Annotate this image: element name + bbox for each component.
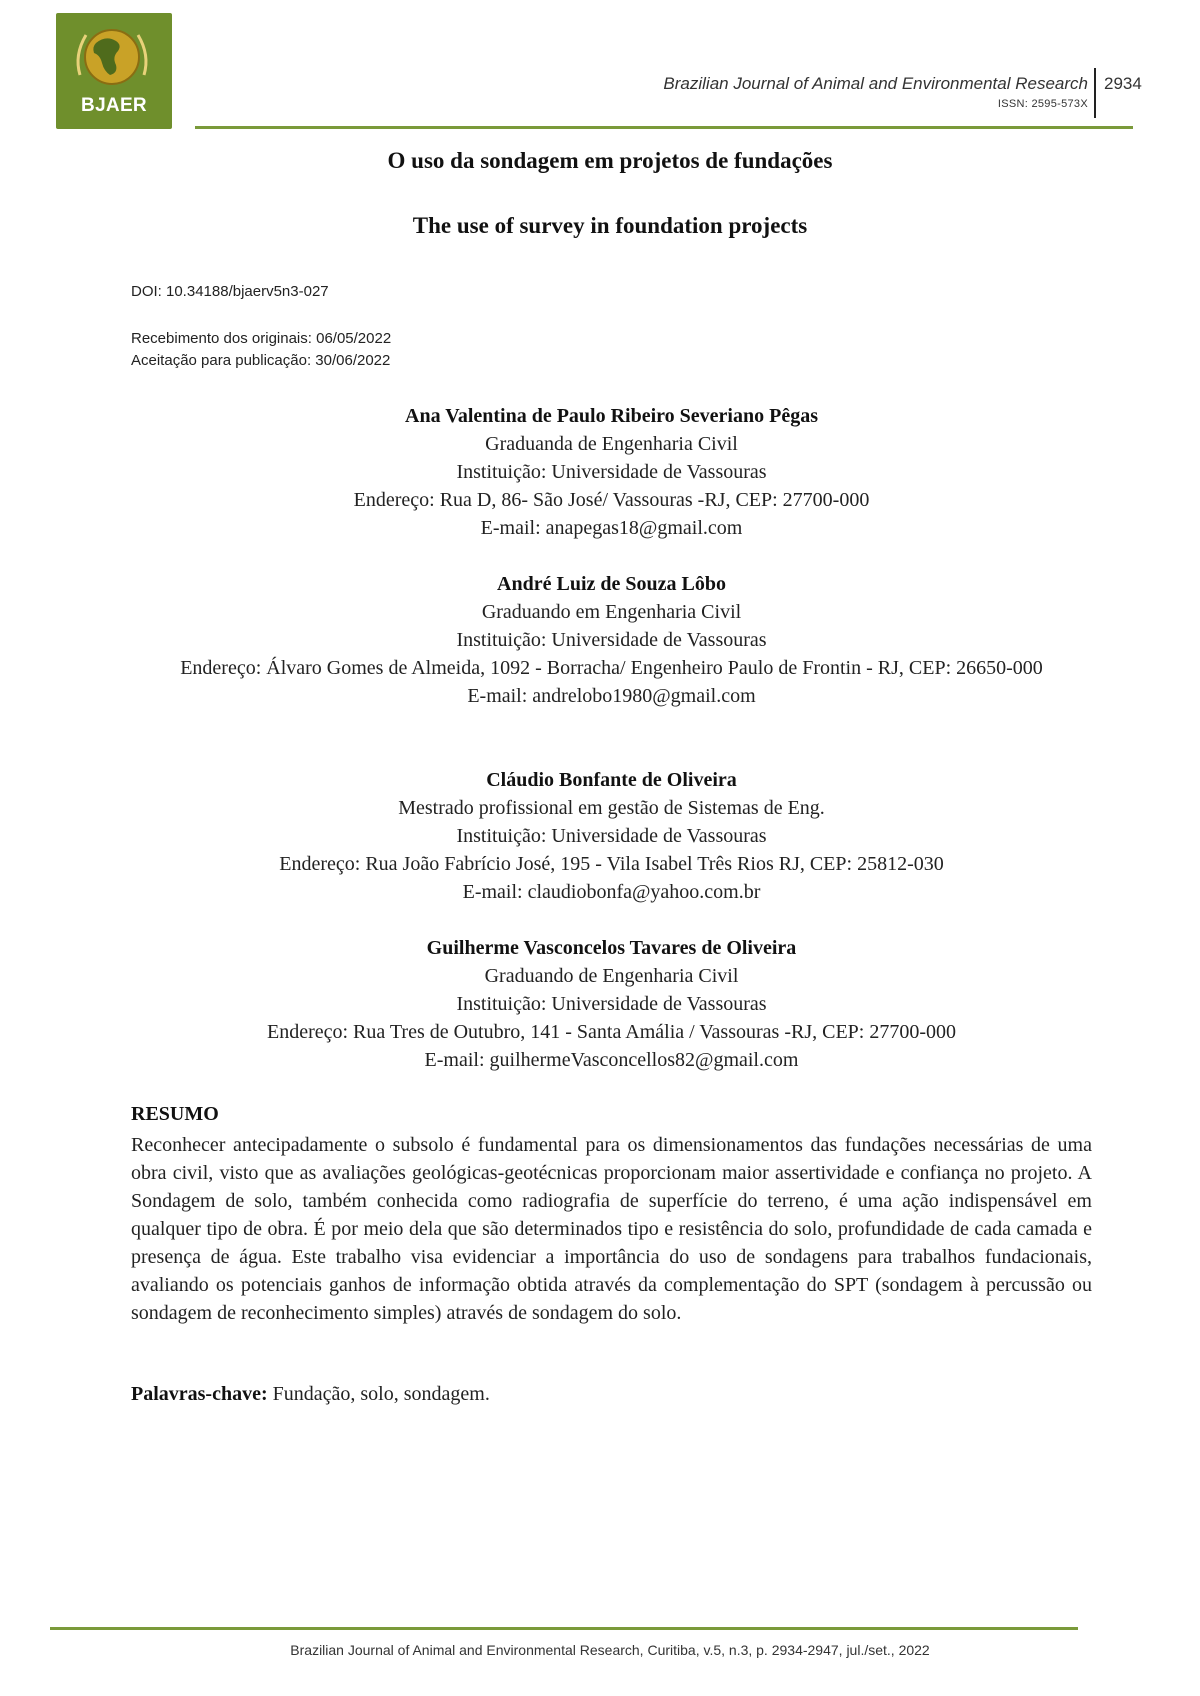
journal-name: Brazilian Journal of Animal and Environmental Research: [663, 74, 1088, 93]
author-block: [131, 934, 1092, 1074]
logo-text: BJAER: [81, 95, 147, 116]
received-date: Recebimento dos originais: 06/05/2022: [131, 330, 392, 347]
author-institution: Instituição: Universidade de Vassouras: [456, 993, 767, 1015]
author-name: André Luiz de Souza Lôbo: [497, 573, 726, 595]
journal-logo: [56, 13, 172, 129]
author-address: Endereço: Rua João Fabrício José, 195 - Vila Isabel Três Rios RJ, CEP: 25812-030: [279, 853, 944, 875]
author-name: Guilherme Vasconcelos Tavares de Oliveira: [426, 937, 797, 959]
author-email: E-mail: anapegas18@gmail.com: [480, 517, 743, 539]
title-portuguese: O uso da sondagem em projetos de fundações: [387, 148, 833, 173]
author-degree: Graduanda de Engenharia Civil: [485, 433, 738, 455]
author-email: E-mail: claudiobonfa@yahoo.com.br: [462, 881, 761, 903]
author-address: Endereço: Rua D, 86- São José/ Vassouras -RJ, CEP: 27700-000: [353, 489, 870, 511]
author-block: [131, 570, 1092, 710]
keywords: [131, 1383, 490, 1406]
author-name: Ana Valentina de Paulo Ribeiro Severiano Pêgas: [405, 405, 818, 427]
author-address: Endereço: Álvaro Gomes de Almeida, 1092 - Borracha/ Engenheiro Paulo de Frontin - RJ, CEP: 26650-000: [180, 657, 1043, 679]
author-degree: Graduando de Engenharia Civil: [484, 965, 739, 987]
issn: ISSN: 2595-573X: [997, 98, 1088, 110]
header-divider: [1094, 68, 1096, 118]
author-institution: Instituição: Universidade de Vassouras: [456, 461, 767, 483]
footer-rule: [50, 1627, 1078, 1630]
author-institution: Instituição: Universidade de Vassouras: [456, 825, 767, 847]
abstract-heading: RESUMO: [131, 1103, 219, 1125]
abstract-text: Reconhecer antecipadamente o subsolo é fundamental para os dimensionamentos das fundações necessárias de uma obra civil, visto que as avaliações geológicas-geotécnicas proporcionam maior assertividade e confiança no projeto. A Sondagem de solo, também conhecida como radiografia de superfície do terreno, é uma ação indispensável em qualquer tipo de obra. É por meio dela que são determinados tipo e resistência do solo, profundidade de cada camada e presença de água. Este trabalho visa evidenciar a importância do uso de sondagens para trabalhos fundacionais, avaliando os potenciais ganhos de informação obtida através da complementação do SPT (sondagem à percussão ou sondagem de reconhecimento simples) através de sondagem do solo.: [131, 1134, 1092, 1324]
author-institution: Instituição: Universidade de Vassouras: [456, 629, 767, 651]
footer-citation: Brazilian Journal of Animal and Environmental Research, Curitiba, v.5, n.3, p. 2934-2947, jul./set., 2022: [290, 1642, 930, 1658]
header-rule: [195, 126, 1133, 129]
title-english: The use of survey in foundation projects: [412, 213, 808, 238]
author-block: [131, 402, 1092, 542]
keywords-label: Palavras-chave:: [131, 1383, 268, 1405]
author-block: [131, 766, 1092, 906]
page-number: 2934: [1104, 74, 1142, 93]
author-address: Endereço: Rua Tres de Outubro, 141 - Santa Amália / Vassouras -RJ, CEP: 27700-000: [266, 1021, 956, 1043]
author-degree: Mestrado profissional em gestão de Sistemas de Eng.: [398, 797, 825, 819]
author-name: Cláudio Bonfante de Oliveira: [486, 769, 737, 791]
running-header: [663, 74, 1088, 110]
doi: DOI: 10.34188/bjaerv5n3-027: [131, 283, 329, 300]
author-email: E-mail: andrelobo1980@gmail.com: [467, 685, 756, 707]
author-email: E-mail: guilhermeVasconcellos82@gmail.com: [424, 1049, 799, 1071]
keywords-text: Fundação, solo, sondagem.: [267, 1383, 490, 1405]
author-degree: Graduando em Engenharia Civil: [481, 601, 742, 623]
accepted-date: Aceitação para publicação: 30/06/2022: [131, 352, 391, 369]
